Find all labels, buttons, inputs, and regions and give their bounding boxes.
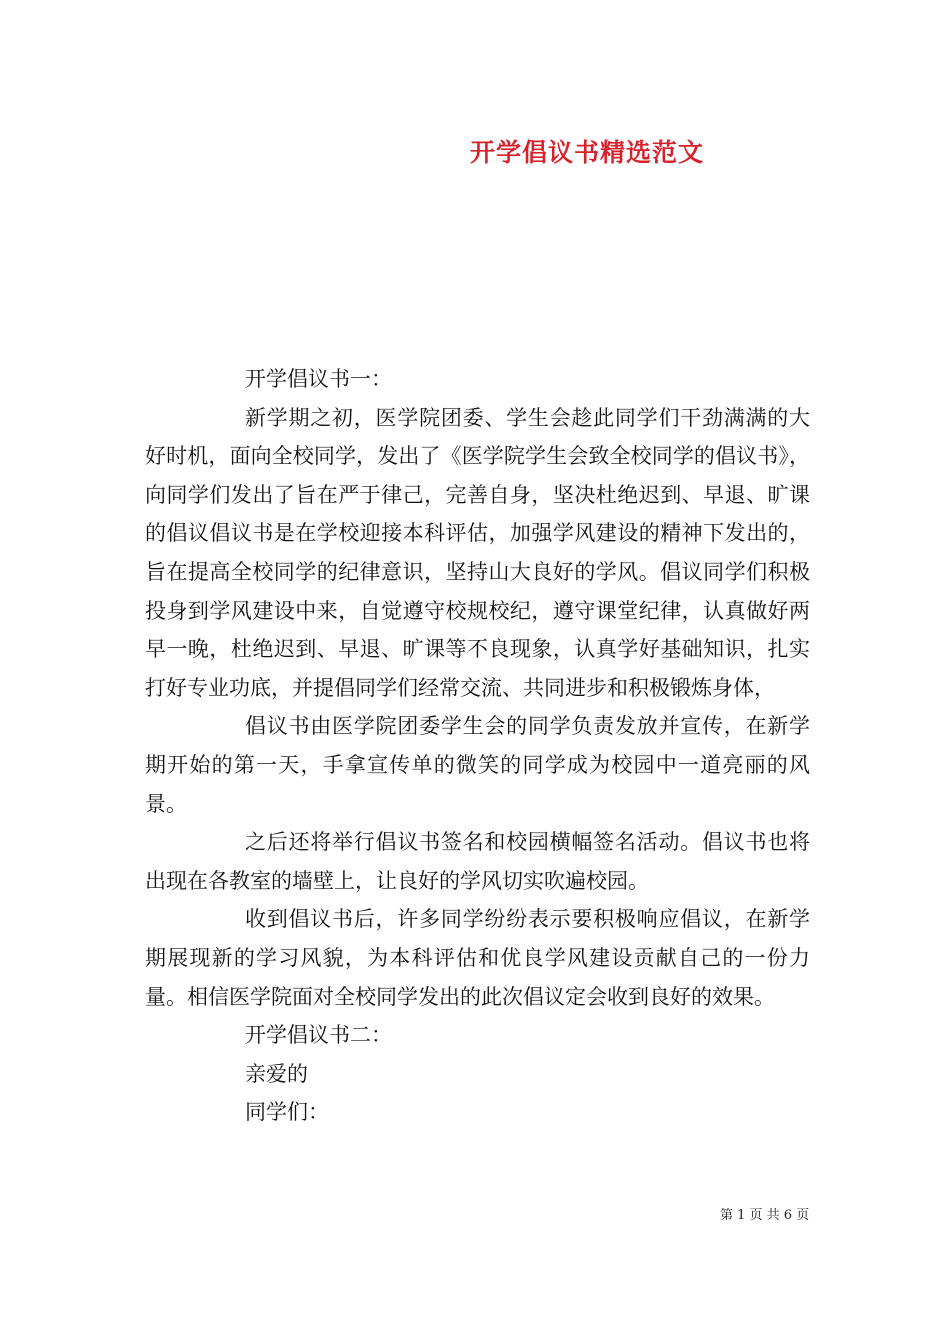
body-paragraph: 新学期之初，医学院团委、学生会趁此同学们干劲满满的大好时机，面向全校同学，发出了《医学院学生会致全校同学的倡议书》，向同学们发出了旨在严于律己，完善自身，坚决杜绝迟到、早退、旷课的倡议倡议书是在学校迎接本科评估，加强学风建设的精神下发出的，旨在提高全校同学的纪律意识，坚持山大良好的学风。倡议同学们积极投身到学风建设中来，自觉遵守校规校纪，遵守课堂纪律，认真做好两早一晚，杜绝迟到、早退、旷课等不良现象，认真学好基础知识，扎实打好专业功底，并提倡同学们经常交流、共同进步和积极锻炼身体，	[145, 405, 810, 700]
salutation-line-1: 亲爱的	[245, 1061, 308, 1086]
body-paragraph: 之后还将举行倡议书签名和校园横幅签名活动。倡议书也将出现在各教室的墙壁上，让良好的学风切实吹遍校园。	[145, 830, 810, 893]
document-title: 开学倡议书精选范文	[470, 138, 705, 167]
body-paragraph: 倡议书由医学院团委学生会的同学负责发放并宣传，在新学期开始的第一天，手拿宣传单的微笑的同学成为校园中一道亮丽的风景。	[145, 714, 810, 816]
section-heading-2: 开学倡议书二：	[245, 1023, 392, 1048]
salutation-line-2: 同学们：	[245, 1100, 329, 1125]
body-paragraph: 收到倡议书后，许多同学纷纷表示要积极响应倡议，在新学期展现新的学习风貌，为本科评估和优良学风建设贡献自己的一份力量。相信医学院面对全校同学发出的此次倡议定会收到良好的效果。	[145, 907, 810, 1009]
page-number-footer: 第 1 页 共 6 页	[720, 1208, 810, 1223]
document-body	[145, 360, 810, 1132]
section-heading-1: 开学倡议书一：	[245, 367, 392, 391]
